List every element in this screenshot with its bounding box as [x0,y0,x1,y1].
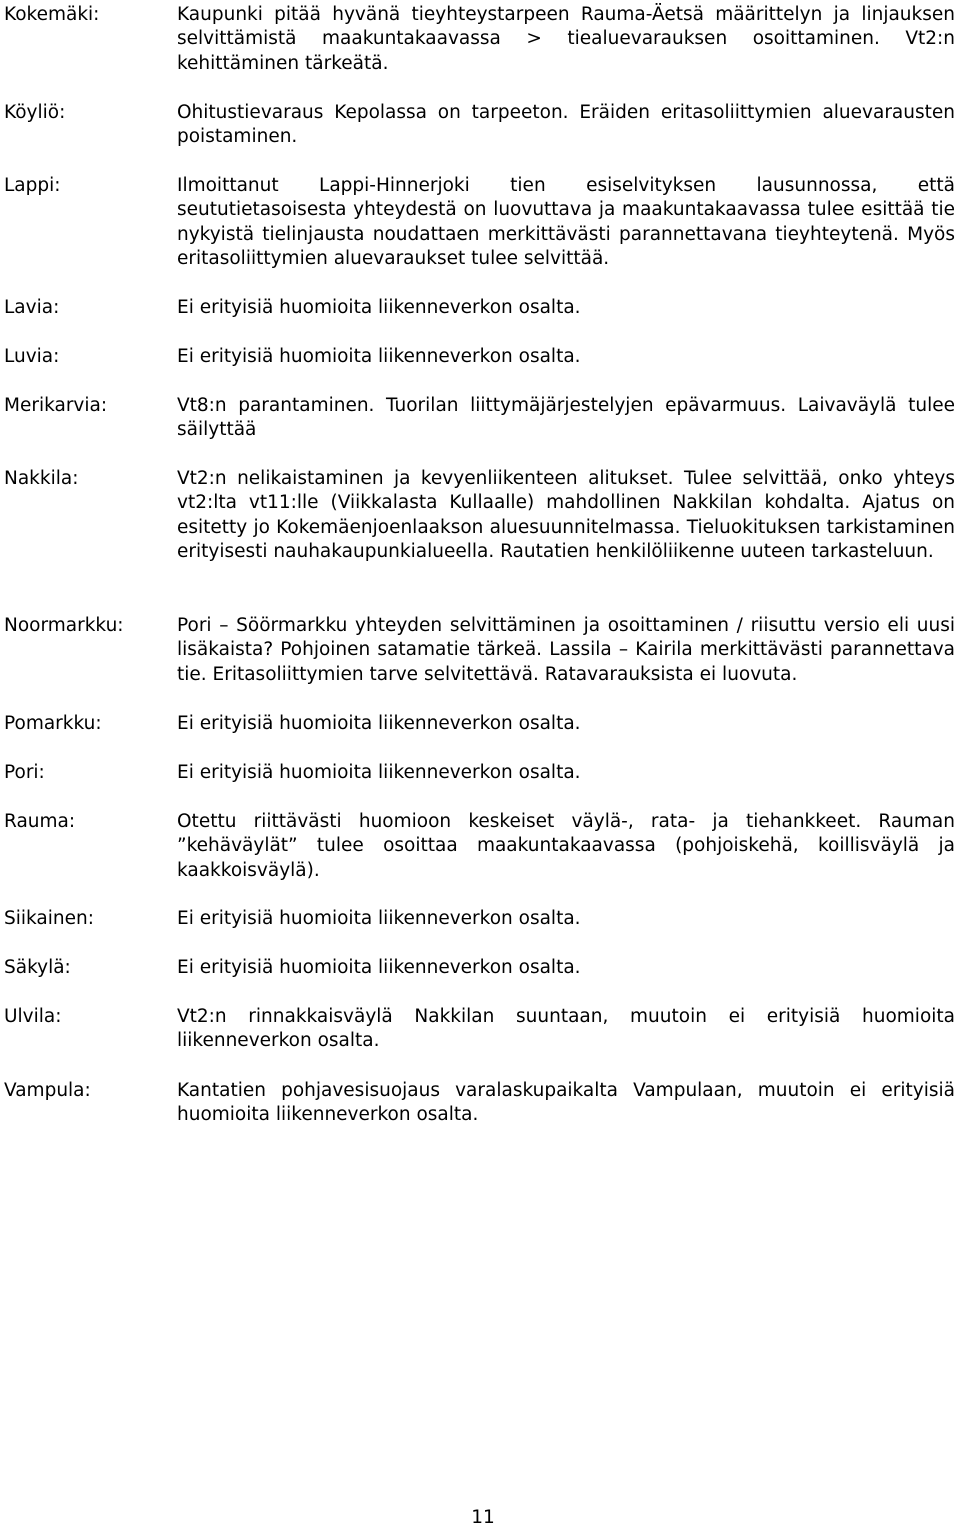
municipality-comment: Kantatien pohjavesisuojaus varalaskupaikalta Vampulaan, muutoin ei erityisiä huomioita liikenneverkon osalta. [177,1080,955,1126]
municipality-comment: Kaupunki pitää hyvänä tieyhteystarpeen Rauma-Äetsä määrittelyn ja linjauksen selvittämistä maakuntakaavassa > tiealuevarauksen osoittaminen. Vt2:n kehittäminen tärkeätä. [177,4,955,74]
municipality-label: Köyliö: [4,102,66,123]
municipality-comment: Otettu riittävästi huomioon keskeiset väylä-, rata- ja tiehankkeet. Rauman ”kehäväylät” tulee osoittaa maakuntakaavassa (pohjoiskehä, koillisväylä ja kaakkoisväylä). [177,811,955,881]
page-number: 11 [471,1507,495,1528]
municipality-label: Nakkila: [4,468,79,489]
municipality-comment: Vt2:n nelikaistaminen ja kevyenliikenteen alitukset. Tulee selvittää, onko yhteys vt2:lta vt11:lle (Viikkalasta Kullaalle) mahdollinen Nakkilan kohdalta. Ajatus on esitetty jo Kokemäenjoenlaakson aluesuunnitelmassa. Tieluokituksen tarkistaminen erityisesti nauhakaupunkialueella. Rautatien henkilöliikenne uuteen tarkasteluun. [177,468,955,562]
municipality-comment: Pori – Söörmarkku yhteyden selvittäminen ja osoittaminen / riisuttu versio eli uusi lisäkaista? Pohjoinen satamatie tärkeä. Lassila – Kairila merkittävästi parannettava tie. Eritasoliittymien tarve selvitettävä. Ratavarauksista ei luovuta. [177,615,955,685]
municipality-comment: Ei erityisiä huomioita liikenneverkon osalta. [177,297,581,318]
municipality-label: Ulvila: [4,1006,62,1027]
municipality-comment: Ei erityisiä huomioita liikenneverkon osalta. [177,908,581,929]
municipality-label: Pomarkku: [4,713,102,734]
municipality-label: Vampula: [4,1080,91,1101]
municipality-label: Merikarvia: [4,395,108,416]
municipality-label: Luvia: [4,346,60,367]
municipality-comment: Ei erityisiä huomioita liikenneverkon osalta. [177,346,581,367]
municipality-label: Lavia: [4,297,60,318]
municipality-comment: Ilmoittanut Lappi-Hinnerjoki tien esiselvityksen lausunnossa, että seututietasoisesta yhteydestä on luovuttava ja maakuntakaavassa tulee esittää tie nykyistä tielinjausta noudattaen merkittävästi parannettavana tieyhteytenä. Myös eritasoliittymien aluevaraukset tulee selvittää. [177,175,955,269]
municipality-comment: Ei erityisiä huomioita liikenneverkon osalta. [177,762,581,783]
municipality-comment: Ei erityisiä huomioita liikenneverkon osalta. [177,713,581,734]
municipality-label: Pori: [4,762,45,783]
municipality-comment: Vt2:n rinnakkaisväylä Nakkilan suuntaan, muutoin ei erityisiä huomioita liikenneverkon osalta. [177,1006,955,1052]
municipality-label: Kokemäki: [4,4,100,25]
municipality-label: Rauma: [4,811,76,832]
municipality-label: Siikainen: [4,908,94,929]
municipality-label: Noormarkku: [4,615,124,636]
municipality-label: Säkylä: [4,957,71,978]
municipality-comment: Vt8:n parantaminen. Tuorilan liittymäjärjestelyjen epävarmuus. Laivaväylä tulee säilyttää [177,395,955,441]
municipality-comment: Ei erityisiä huomioita liikenneverkon osalta. [177,957,581,978]
municipality-comment: Ohitustievaraus Kepolassa on tarpeeton. Eräiden eritasoliittymien aluevarausten poistaminen. [177,102,955,148]
municipality-label: Lappi: [4,175,61,196]
